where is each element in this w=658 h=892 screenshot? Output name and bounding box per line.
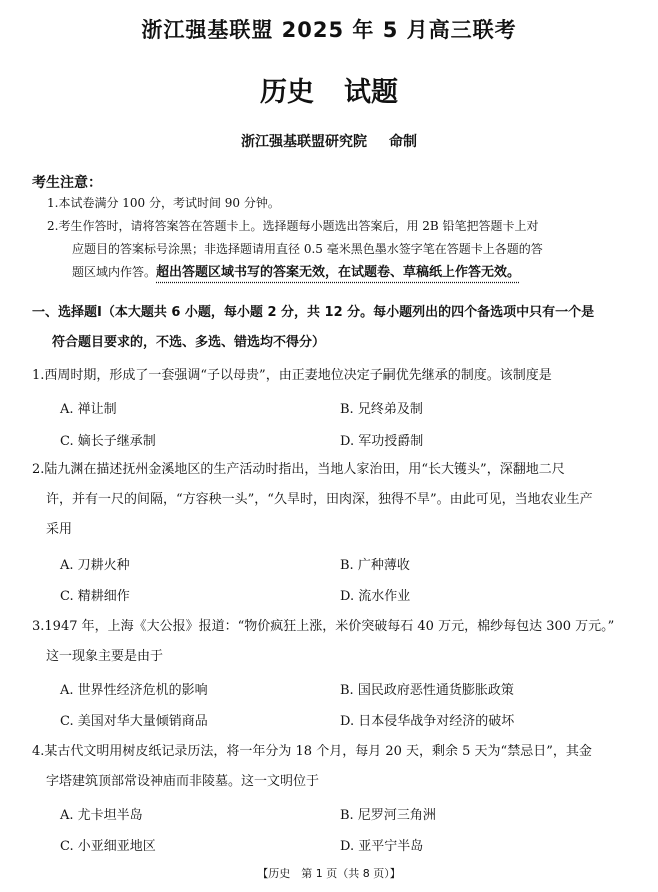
question-2-stem: 2.陆九渊在描述抚州金溪地区的生产活动时指出，当地人家治田，用“长大镬头”，深翻地二尺 许，并有一尺的间隔，“方容秧一头”，“久旱时，田肉深，独得不旱”。由此可见，当地农业生产 采用 bbox=[32, 462, 593, 537]
question-4-stem: 4.某古代文明用树皮纸记录历法，将一年分为 18 个月，每月 20 天，剩余 5 天为“禁忌日”，其金 字塔建筑顶部常设神庙而非陵墓。这一文明位于 bbox=[32, 744, 592, 789]
notice-emphasis: 超出答题区域书写的答案无效，在试题卷、草稿纸上作答无效。 bbox=[156, 265, 521, 280]
notice-item-1: 1.本试卷满分 100 分，考试时间 90 分钟。 bbox=[47, 196, 280, 210]
notice-heading: 考生注意： bbox=[32, 175, 102, 191]
question-4-option-b: B. 尼罗河三角洲 bbox=[340, 808, 436, 823]
question-2-option-a: A. 刀耕火种 bbox=[60, 558, 130, 573]
question-1-option-c: C. 嫡长子继承制 bbox=[60, 434, 156, 449]
question-4-option-a: A. 尤卡坦半岛 bbox=[60, 808, 143, 823]
question-2-option-c: C. 精耕细作 bbox=[60, 589, 130, 604]
page-footer: 【历史 第 1 页（共 8 页）】 bbox=[257, 867, 401, 880]
exam-title: 浙江强基联盟 2025 年 5 月高三联考 bbox=[141, 18, 517, 42]
question-3-option-a: A. 世界性经济危机的影响 bbox=[60, 683, 208, 698]
question-3-option-b: B. 国民政府恶性通货膨胀政策 bbox=[340, 683, 514, 698]
question-4-option-c: C. 小亚细亚地区 bbox=[60, 839, 156, 854]
question-1-option-b: B. 兄终弟及制 bbox=[340, 402, 423, 417]
question-4-option-d: D. 亚平宁半岛 bbox=[340, 839, 424, 854]
author-name: 浙江强基联盟研究院 bbox=[241, 134, 367, 150]
question-3-option-c: C. 美国对华大量倾销商品 bbox=[60, 714, 208, 729]
question-2-option-b: B. 广种薄收 bbox=[340, 558, 410, 573]
paper-subtitle bbox=[0, 70, 658, 109]
notice-item-2-line-2: 应题目的答案标号涂黑；非选择题请用直径 0.5 毫米黑色墨水签字笔在答题卡上各题的答 bbox=[72, 242, 543, 256]
notice-item-2-line-3: 题区域内作答。超出答题区域书写的答案无效，在试题卷、草稿纸上作答无效。 bbox=[72, 265, 521, 280]
paper-type: 试题 bbox=[344, 77, 398, 108]
question-1-option-a: A. 禅让制 bbox=[60, 402, 117, 417]
subject-name: 历史 bbox=[260, 77, 314, 108]
author-role: 命制 bbox=[389, 134, 417, 150]
question-3-stem: 3.1947 年，上海《大公报》报道：“物价疯狂上涨，米价突破每石 40 万元，棉纱每包达 300 万元。” 这一现象主要是由于 bbox=[32, 619, 615, 664]
section-heading: 一、选择题Ⅰ（本大题共 6 小题，每小题 2 分，共 12 分。每小题列出的四个备选项中只有一个是 符合题目要求的，不选、多选、错选均不得分） bbox=[32, 305, 595, 350]
notice-item-2-line-1: 2.考生作答时，请将答案答在答题卡上。选择题每小题选出答案后，用 2B 铅笔把答题卡上对 bbox=[47, 219, 539, 233]
question-3-option-d: D. 日本侵华战争对经济的破坏 bbox=[340, 714, 515, 729]
author-line bbox=[0, 131, 658, 151]
question-2-option-d: D. 流水作业 bbox=[340, 589, 411, 604]
question-1-stem: 1.西周时期，形成了一套强调“子以母贵”，由正妻地位决定子嗣优先继承的制度。该制度是 bbox=[32, 368, 552, 383]
question-1-option-d: D. 军功授爵制 bbox=[340, 434, 424, 449]
